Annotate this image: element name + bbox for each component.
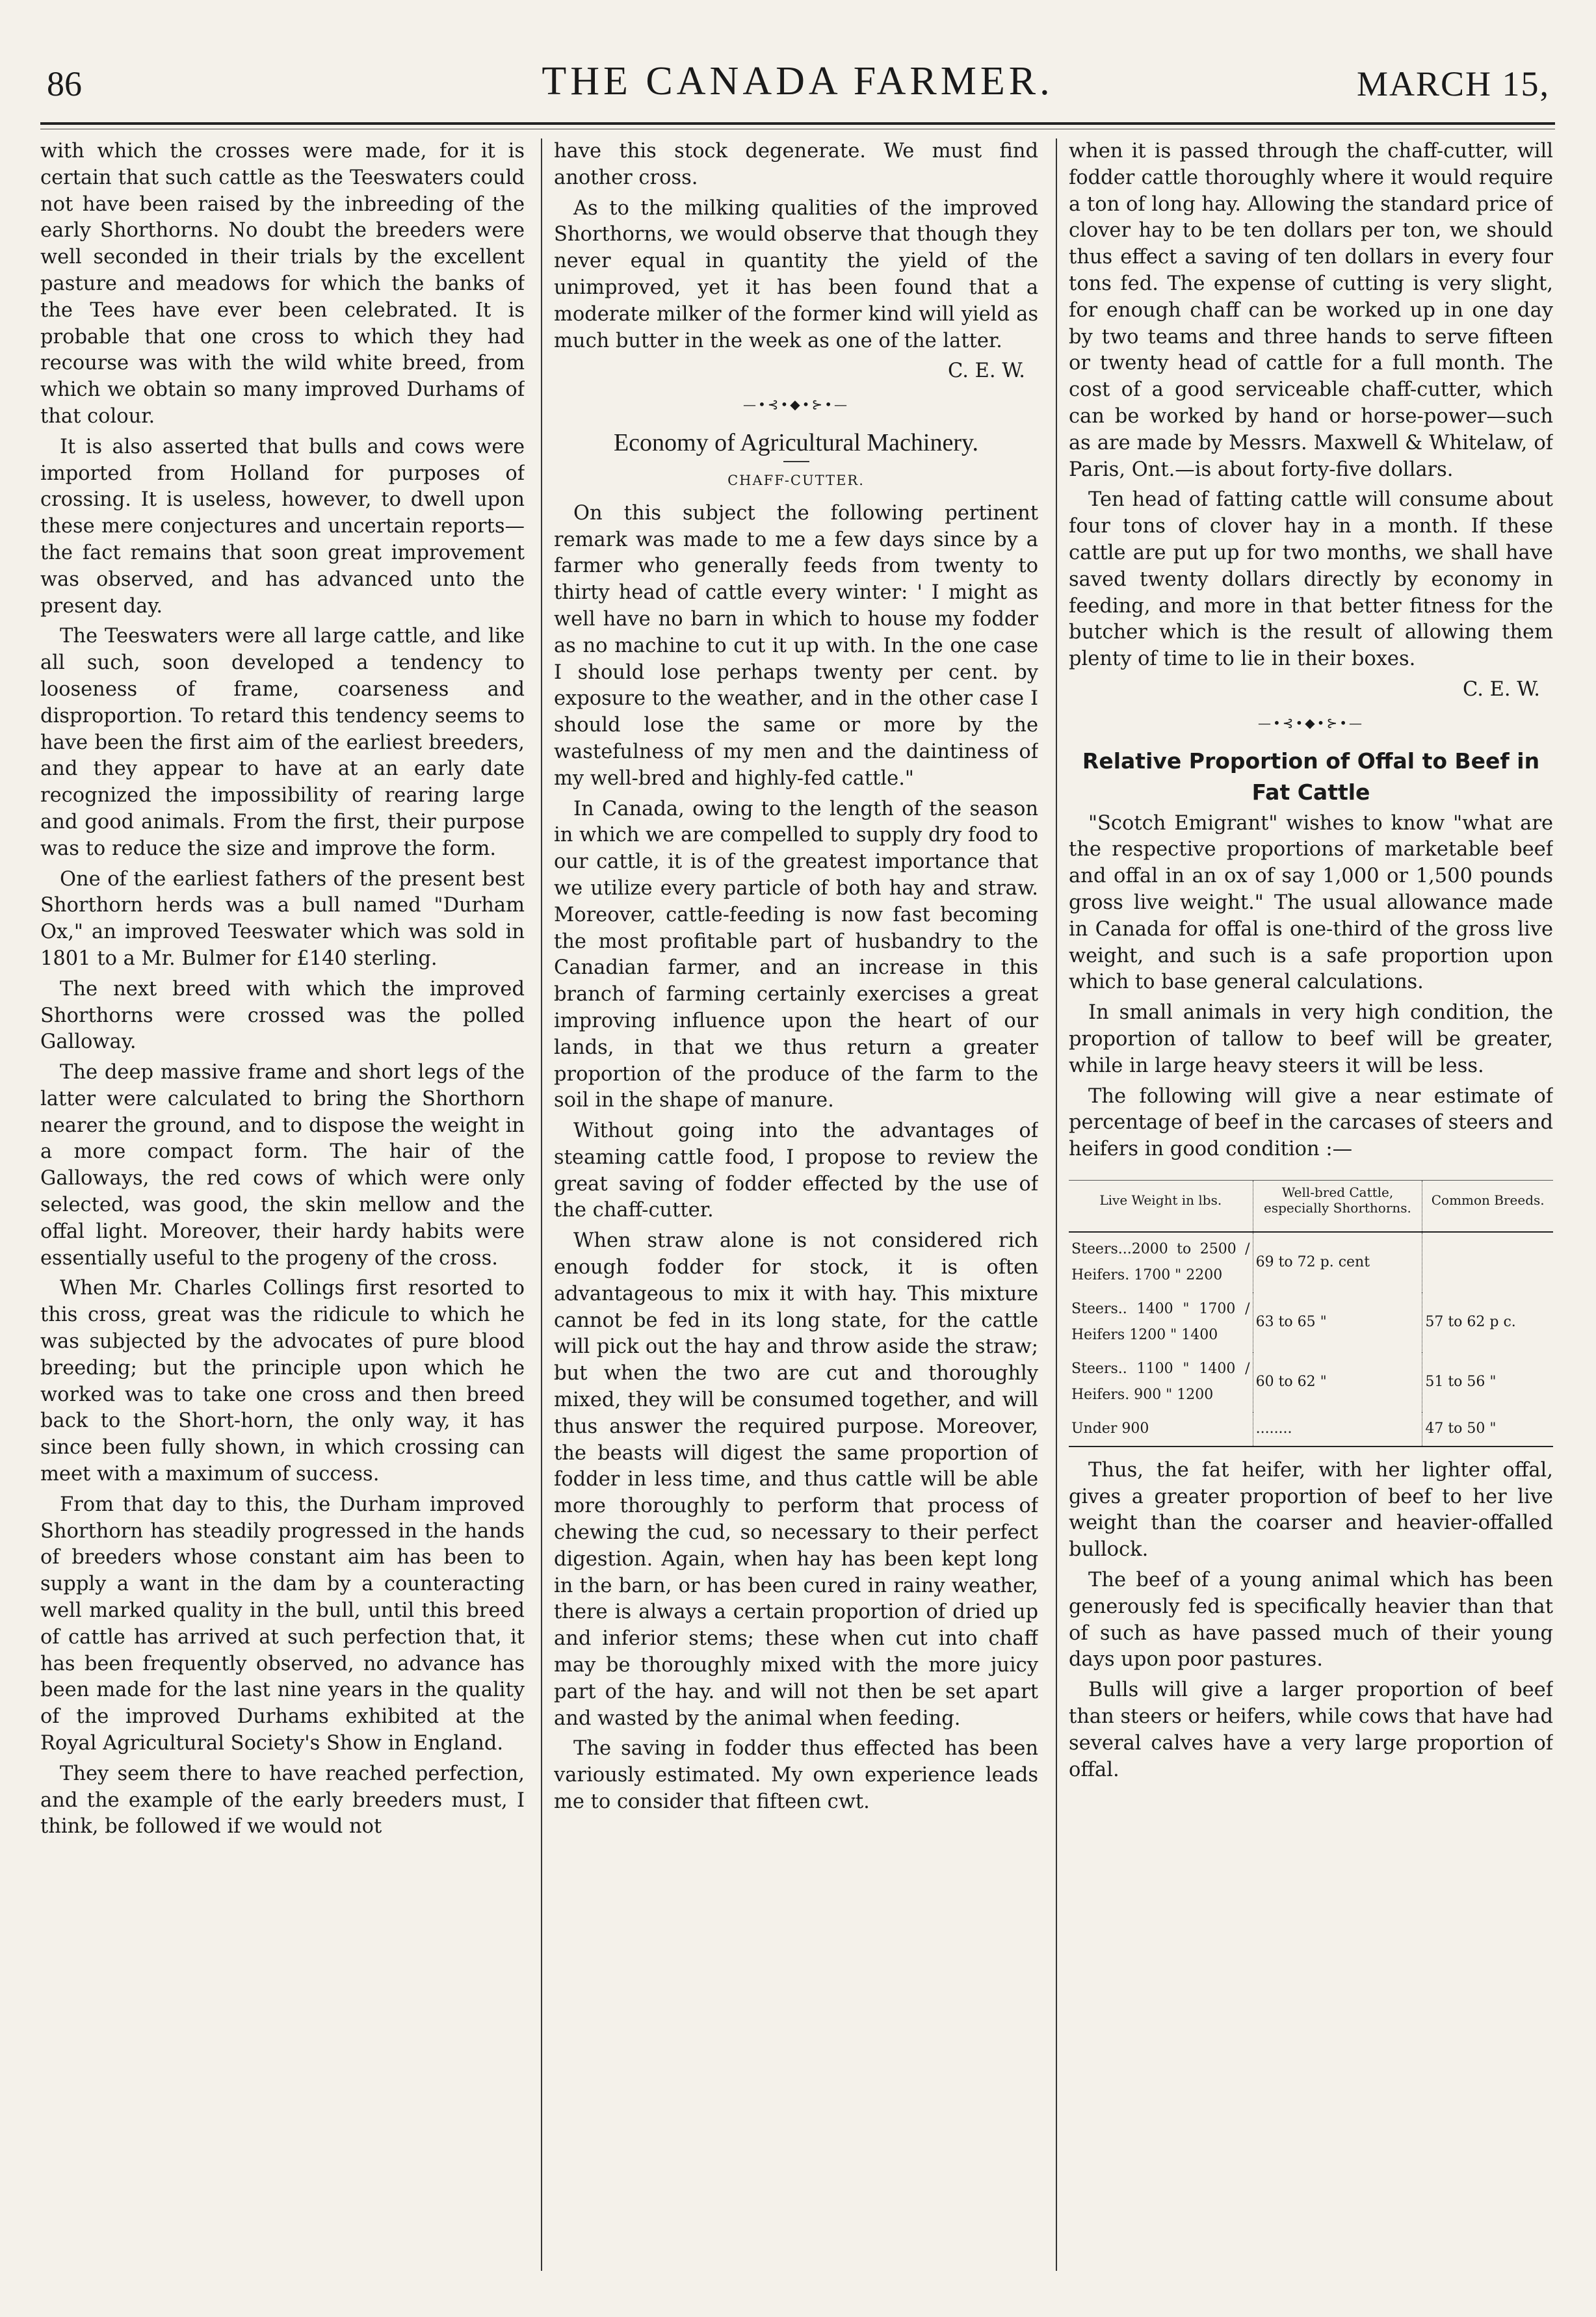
paragraph: Ten head of fatting cattle will consume about four tons of clover hay in a month. If these cattle are put up for two months, we shall have saved twenty dollars directly by economy in feeding, and more in that better fitness for the butcher which is the result of allowing them plenty of time to lie in their boxes. bbox=[1069, 488, 1553, 671]
ornament-divider: —•⊰•◆•⊱•— bbox=[742, 397, 850, 413]
table-cell: 51 to 56 " bbox=[1425, 1373, 1497, 1390]
table-cell: Steers.. 1400 " 1700 / Heifers 1200 " 1400 bbox=[1069, 1292, 1253, 1352]
signature: C. E. W. bbox=[1462, 677, 1540, 701]
newspaper-title: THE CANADA FARMER. bbox=[542, 59, 1054, 103]
paragraph: When Mr. Charles Collings first resorted to this cross, great was the ridicule to which he was subjected by the advocates of pure blood breeding; but the principle upon which he worked was to take one cross and then breed back to the Short-horn, the only way, it has since been fully shown, in which crossing can meet with a maximum of success. bbox=[40, 1277, 525, 1486]
paragraph: with which the crosses were made, for it is certain that such cattle as the Teeswaters could not have been raised by the inbreeding of the early Shorthorns. No doubt the breeders were well seconded in their trials by the excellent pasture and meadows for which the banks of the Tees have ever been celebrated. It is probable that one cross to which they had recourse was with the wild white breed, from which we obtain so many improved Durhams of that colour. bbox=[40, 140, 525, 428]
table-cell: 63 to 65 " bbox=[1253, 1292, 1422, 1352]
paragraph: The deep massive frame and short legs of the latter were calculated to bring the Shorthorn nearer the ground, and to dispose the weight in a more compact form. The hair of the Galloways, the red cows of which were only selected, was good, the skin mellow and the offal light. Moreover, their hardy habits were essentially useful to the progeny of the cross. bbox=[40, 1061, 525, 1270]
heading-rule bbox=[783, 461, 809, 462]
paragraph: Without going into the advantages of steaming cattle food, I propose to review the great saving of fodder effected by the use of the chaff-cutter. bbox=[554, 1119, 1038, 1222]
ornament-divider: —•⊰•◆•⊱•— bbox=[1257, 714, 1365, 731]
table-row bbox=[1069, 1352, 1553, 1412]
table-cell: 57 to 62 p c. bbox=[1425, 1313, 1516, 1330]
table-cell: Steers.. 1100 " 1400 / Heifers. 900 " 1200 bbox=[1069, 1352, 1253, 1412]
table-cell: Under 900 bbox=[1069, 1412, 1253, 1446]
table-row bbox=[1069, 1232, 1553, 1292]
newspaper-page bbox=[40, 18, 1555, 2294]
table-cell: ........ bbox=[1253, 1412, 1422, 1446]
signature: C. E. W. bbox=[947, 360, 1025, 383]
table-header: Common Breeds. bbox=[1422, 1180, 1553, 1232]
table-cell: Steers...2000 to 2500 / Heifers. 1700 " 2200 bbox=[1069, 1232, 1253, 1292]
paragraph: They seem there to have reached perfection, and the example of the early breeders must, I think, be followed if we would not bbox=[40, 1762, 525, 1839]
table-cell: 60 to 62 " bbox=[1253, 1352, 1422, 1412]
table-row bbox=[1069, 1292, 1553, 1352]
table-row bbox=[1069, 1412, 1553, 1446]
table-cell: 69 to 72 p. cent bbox=[1253, 1232, 1422, 1292]
article-heading: Economy of Agricultural Machinery. bbox=[613, 428, 979, 456]
paragraph: When straw alone is not considered rich enough fodder for stock, it is often advantageous to mix it with hay. This mixture cannot be fed in its long state, for the cattle will pick out the hay and throw aside the straw; but when the two are cut and thoroughly mixed, they will be consumed together, and will thus answer the required purpose. Moreover, the beasts will digest the same proportion of fodder in less time, and thus cattle will be able more thoroughly to perform that process of chewing the cud, so necessary to their perfect digestion. Again, when hay has been kept long in the barn, or has been cured in rainy weather, there is always a certain proportion of dried up and inferior stems; these when cut into chaff may be thoroughly mixed with the more juicy part of the hay. and will not then be set apart and wasted by the animal when feeding. bbox=[554, 1229, 1038, 1730]
article-heading: Relative Proportion of Offal to Beef in Fat Cattle bbox=[1082, 748, 1540, 805]
beef-percentage-table bbox=[1069, 1180, 1553, 1447]
paragraph: Thus, the fat heifer, with her lighter offal, gives a greater proportion of beef to her live weight than the coarser and heavier-offalled bullock. bbox=[1069, 1458, 1553, 1562]
paragraph: In Canada, owing to the length of the season in which we are compelled to supply dry food to our cattle, it is of the greatest importance that we utilize every particle of both hay and straw. Moreover, cattle-feeding is now fast becoming the most profitable part of husbandry to the Canadian farmer, and an increase in this branch of farming certainly exercises a great improving influence upon the heart of our lands, in that we thus return a greater proportion of the produce of the farm to the soil in the shape of manure. bbox=[554, 797, 1038, 1112]
paragraph: have this stock degenerate. We must find another cross. bbox=[554, 140, 1038, 189]
paragraph: The next breed with which the improved Shorthorns were crossed was the polled Galloway. bbox=[40, 977, 525, 1054]
column-divider-1 bbox=[541, 138, 542, 2271]
table-cell: 47 to 50 " bbox=[1422, 1412, 1553, 1446]
column-divider-2 bbox=[1056, 138, 1057, 2271]
paragraph: It is also asserted that bulls and cows were imported from Holland for purposes of crossing. It is useless, however, to dwell upon these mere conjectures and uncertain reports—the fact remains that soon great improvement was observed, and has advanced unto the present day. bbox=[40, 435, 525, 618]
paragraph: As to the milking qualities of the improved Shorthorns, we would observe that though they never equal in quantity the yield of the unimproved, yet it has been found that a moderate milker of the former kind will yield as much butter in the week as one of the latter. bbox=[554, 196, 1038, 352]
paragraph: when it is passed through the chaff-cutter, will fodder cattle thoroughly where it would require a ton of long hay. Allowing the standard price of clover hay to be ten dollars per ton, we should thus effect a saving of ten dollars in every four tons fed. The expense of cutting is very slight, for enough chaff can be worked up in one day by two teams and three hands to serve fifteen or twenty head of cattle for a full month. The cost of a good serviceable chaff-cutter, which can be worked by hand or horse-power—such as are made by Messrs. Maxwell & Whitelaw, of Paris, Ont.—is about forty-five dollars. bbox=[1069, 140, 1553, 481]
article-subheading: CHAFF-CUTTER. bbox=[727, 472, 865, 488]
table-header: Live Weight in lbs. bbox=[1069, 1180, 1253, 1232]
table-cell bbox=[1422, 1232, 1553, 1292]
table-header: Well-bred Cattle, especially Shorthorns. bbox=[1253, 1180, 1422, 1232]
paragraph: One of the earliest fathers of the present best Shorthorn herds was a bull named "Durham Ox," an improved Teeswater which was sold in 1801 to a Mr. Bulmer for £140 sterling. bbox=[40, 867, 525, 970]
paragraph: From that day to this, the Durham improved Shorthorn has steadily progressed in the hands of breeders whose constant aim has been to supply a want in the dam by a counteracting well marked quality in the bull, until this breed of cattle has arrived at such perfection that, it has been frequently observed, no advance has been made for the last nine years in the quality of the improved Durhams exhibited at the Royal Agricultural Society's Show in England. bbox=[40, 1493, 525, 1755]
paragraph: "Scotch Emigrant" wishes to know "what are the respective proportions of marketable beef and offal in an ox of say 1,000 or 1,500 pounds gross live weight." The usual allowance made in Canada for offal is one-third of the gross live weight, and such is a safe proportion upon which to base general calculations. bbox=[1069, 811, 1553, 994]
paragraph: The Teeswaters were all large cattle, and like all such, soon developed a tendency to looseness of frame, coarseness and disproportion. To retard this tendency seems to have been the first aim of the earliest breeders, and they appear to have at an early date recognized the impossibility of rearing large and good animals. From the first, their purpose was to reduce the size and improve the form. bbox=[40, 625, 525, 860]
page-number: 86 bbox=[47, 64, 82, 103]
column-2 bbox=[554, 138, 1038, 2277]
paragraph: The following will give a near estimate of percentage of beef in the carcases of steers and heifers in good condition :— bbox=[1069, 1084, 1553, 1161]
paragraph: In small animals in very high condition, the proportion of tallow to beef will be greater, while in large heavy steers it will be less. bbox=[1069, 1001, 1553, 1077]
column-3 bbox=[1069, 138, 1553, 2277]
paragraph: Bulls will give a larger proportion of beef than steers or heifers, while cows that have had several calves have a very large proportion of offal. bbox=[1069, 1679, 1553, 1781]
masthead bbox=[40, 59, 1555, 122]
paragraph: The saving in fodder thus effected has been variously estimated. My own experience leads me to consider that fifteen cwt. bbox=[554, 1737, 1038, 1814]
paragraph: On this subject the following pertinent remark was made to me a few days since by a farmer who generally feeds from twenty to thirty head of cattle every winter: ' I might as well have no barn in which to house my fodder as no machine to cut it up with. In the one case I should lose perhaps twenty per cent. by exposure to the weather, and in the other case I should lose the same or more by the wastefulness of my men and the daintiness of my well-bred and highly-fed cattle." bbox=[554, 501, 1038, 790]
issue-date: MARCH 15, bbox=[1356, 64, 1550, 103]
table-header-row bbox=[1069, 1180, 1553, 1232]
masthead-rule bbox=[40, 122, 1555, 125]
paragraph: The beef of a young animal which has been generously fed is specifically heavier than that of such as have passed much of their young days upon poor pastures. bbox=[1069, 1569, 1553, 1671]
column-1 bbox=[40, 138, 525, 2277]
